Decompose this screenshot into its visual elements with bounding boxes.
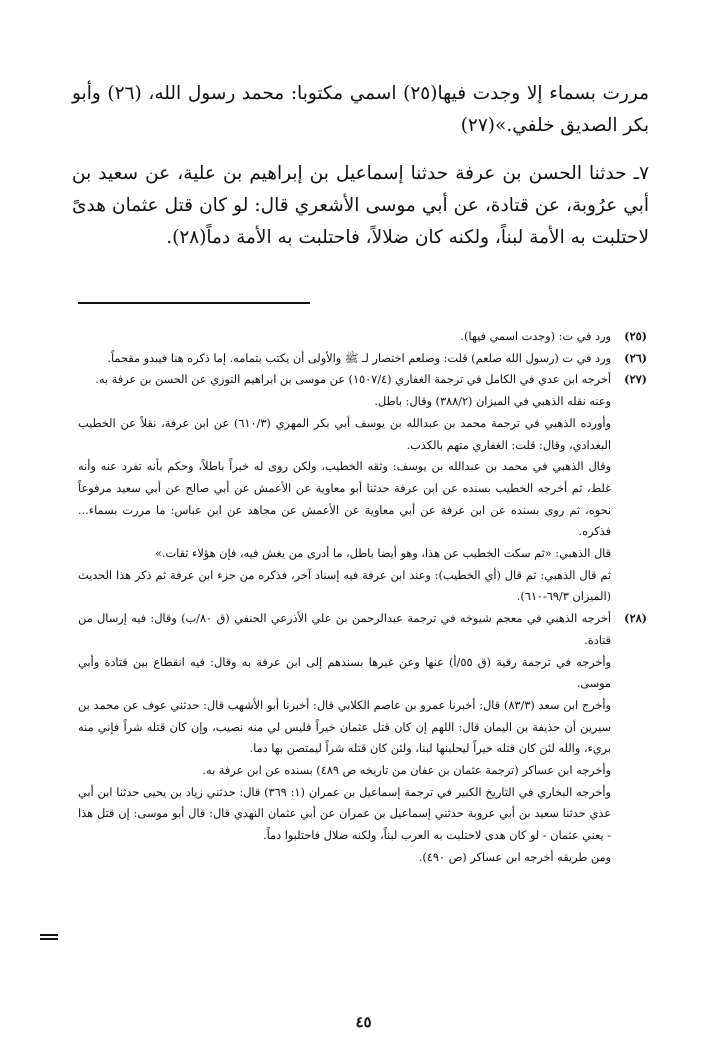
footnote-line: وأخرجه ابن عساكر (ترجمة عثمان بن عفان من تاريخه ص ٤٨٩) بسنده عن ابن عرفة به. (202, 764, 611, 778)
footnote-line: أخرجه ابن عدي في الكامل في ترجمة الغفاري (١٥٠٧/٤) عن موسى بن ابراهيم التوزي عن الحسن بن عرفة به. (95, 373, 611, 387)
footnote-line: قال الذهبي: «ثم سكت الخطيب عن هذا، وهو أيضا باطل، ما أدرى من يغش فيه، فإن هؤلاء ثقات.» (154, 547, 611, 561)
footnote-25 (78, 326, 647, 348)
footnote-line: ثم قال الذهبي: ثم قال (أي الخطيب): وعند ابن عرفة فيه إسناد آخر، فذكره من جزء ابن عرفة ثم ذكر هذا الحديث (الميزان ٦٩/٣-٦١٠). (78, 568, 611, 604)
footnote-body (78, 348, 611, 370)
margin-mark-icon (40, 934, 58, 942)
footnote-number: (٢٦) (624, 350, 647, 365)
footnote-28 (78, 608, 647, 868)
page-number: ٤٥ (355, 1013, 372, 1031)
footnote-line: وعنه نقله الذهبي في الميزان (٣٨٨/٢) وقال: باطل. (374, 395, 611, 409)
footnotes (78, 326, 647, 869)
footnote-line: ورد في ت: (وجدت اسمي فيها). (460, 330, 611, 343)
footnote-body (78, 369, 611, 608)
footnote-number: (٢٧) (624, 372, 647, 387)
footnote-body (78, 608, 611, 868)
footnote-line: وأورده الذهبي في ترجمة محمد بن عبدالله بن يوسف أبي بكر المهري (٦١٠/٣) عن ابن عرفة، نقلاً عن الخطيب البغدادي، وقال: قلت: الغفاري متهم بالكذب. (78, 416, 611, 452)
main-paragraph-1: مررت بسماء إلا وجدت فيها(٢٥) اسمي مكتوبا: محمد رسول الله، (٢٦) وأبو بكر الصديق خلفي.»(٢٧) (72, 83, 649, 136)
footnote-body (78, 326, 611, 348)
footnote-line: ومن طريقه أخرجه ابن عساكر (ص ٤٩٠). (418, 850, 611, 864)
footnote-line: وقال الذهبي في محمد بن عبدالله بن يوسف: وثقه الخطيب، ولكن روى له خبراً باطلاً، وحكم بأنه تفرد عنه وأنه غلط، ثم أخرجه الخطيب بسنده عن ابن عرفة حدثنا أبو معاوية عن الأعمش عن أبي صالح عن أبي سعيد مرفوعاً نحوه، ثم روى بسنده عن ابن عرفة عن أبي معاوية عن الأعمش عن مجاهد عن ابن عباس: ما مررت بسماء... فذكره. (78, 460, 611, 539)
footnote-26 (78, 348, 647, 370)
footnote-line: ورد في ت (رسول الله صلعم) قلت: وصلعم اختصار لـ ﷺ والأولى أن يكتب بتمامه. إما ذكره هنا فيبدو مقحماً. (107, 351, 611, 365)
footnote-line: وأخرجه البخاري في التاريخ الكبير في ترجمة إسماعيل بن عمران (١: ٣٦٩) قال: حدثني زياد بن يحيى حدثنا ابن أبي عدي حدثنا سعيد بن أبي عروبة حدثني إسماعيل بن عمران عن أبي عثمان النهدي قال: قال أبو موسى: إن قتل هذا - يعني عثمان - لو كان هدى لاحتلبت به العرب لبناً، ولكنه ضلال فاحتلبوا دماً. (78, 785, 611, 843)
footnote-27 (78, 369, 647, 608)
main-paragraph-2: ٧ـ حدثنا الحسن بن عرفة حدثنا إسماعيل بن إبراهيم بن علية، عن سعيد بن أبي عرُوبة، عن قتادة، عن أبي موسى الأشعري قال: لو كان قتل عثمان هدىً لاحتلبت به الأمة لبناً، ولكنه كان ضلالاً، فاحتلبت به الأمة دماً(٢٨). (72, 163, 649, 248)
footnote-line: أخرجه الذهبي في معجم شيوخه في ترجمة عبدالرحمن بن علي الأذرعي الحنفي (ق ٨٠/ب) وقال: فيه إرسال من قتادة. (78, 612, 612, 647)
footnote-number: (٢٨) (624, 611, 647, 626)
main-text (72, 78, 649, 260)
footnote-line: وأخرج ابن سعد (٨٣/٣) قال: أخبرنا عمرو بن عاصم الكلابي قال: أخبرنا أبو الأشهب قال: حدثني عوف عن محمد بن سيرين أن حذيفة بن اليمان قال: اللهم إن كان قتل عثمان خيراً فليس لي منه نصيب، وإن كان قتله شراً فإني منه بريء، والله لئن كان قتله خيراً ليحلبنها لبنا، ولئن كان قتله شراً ليمتصن بها دما. (78, 698, 611, 756)
footnote-line: وأخرجه في ترجمة رقية (ق ٥٥/أ) عنها وعن غيرها بسندهم إلى ابن عرفة به وقال: فيه انقطاع بين قتادة وأبي موسى. (78, 655, 611, 691)
footnote-number: (٢٥) (624, 329, 647, 343)
footnote-separator (78, 302, 310, 304)
